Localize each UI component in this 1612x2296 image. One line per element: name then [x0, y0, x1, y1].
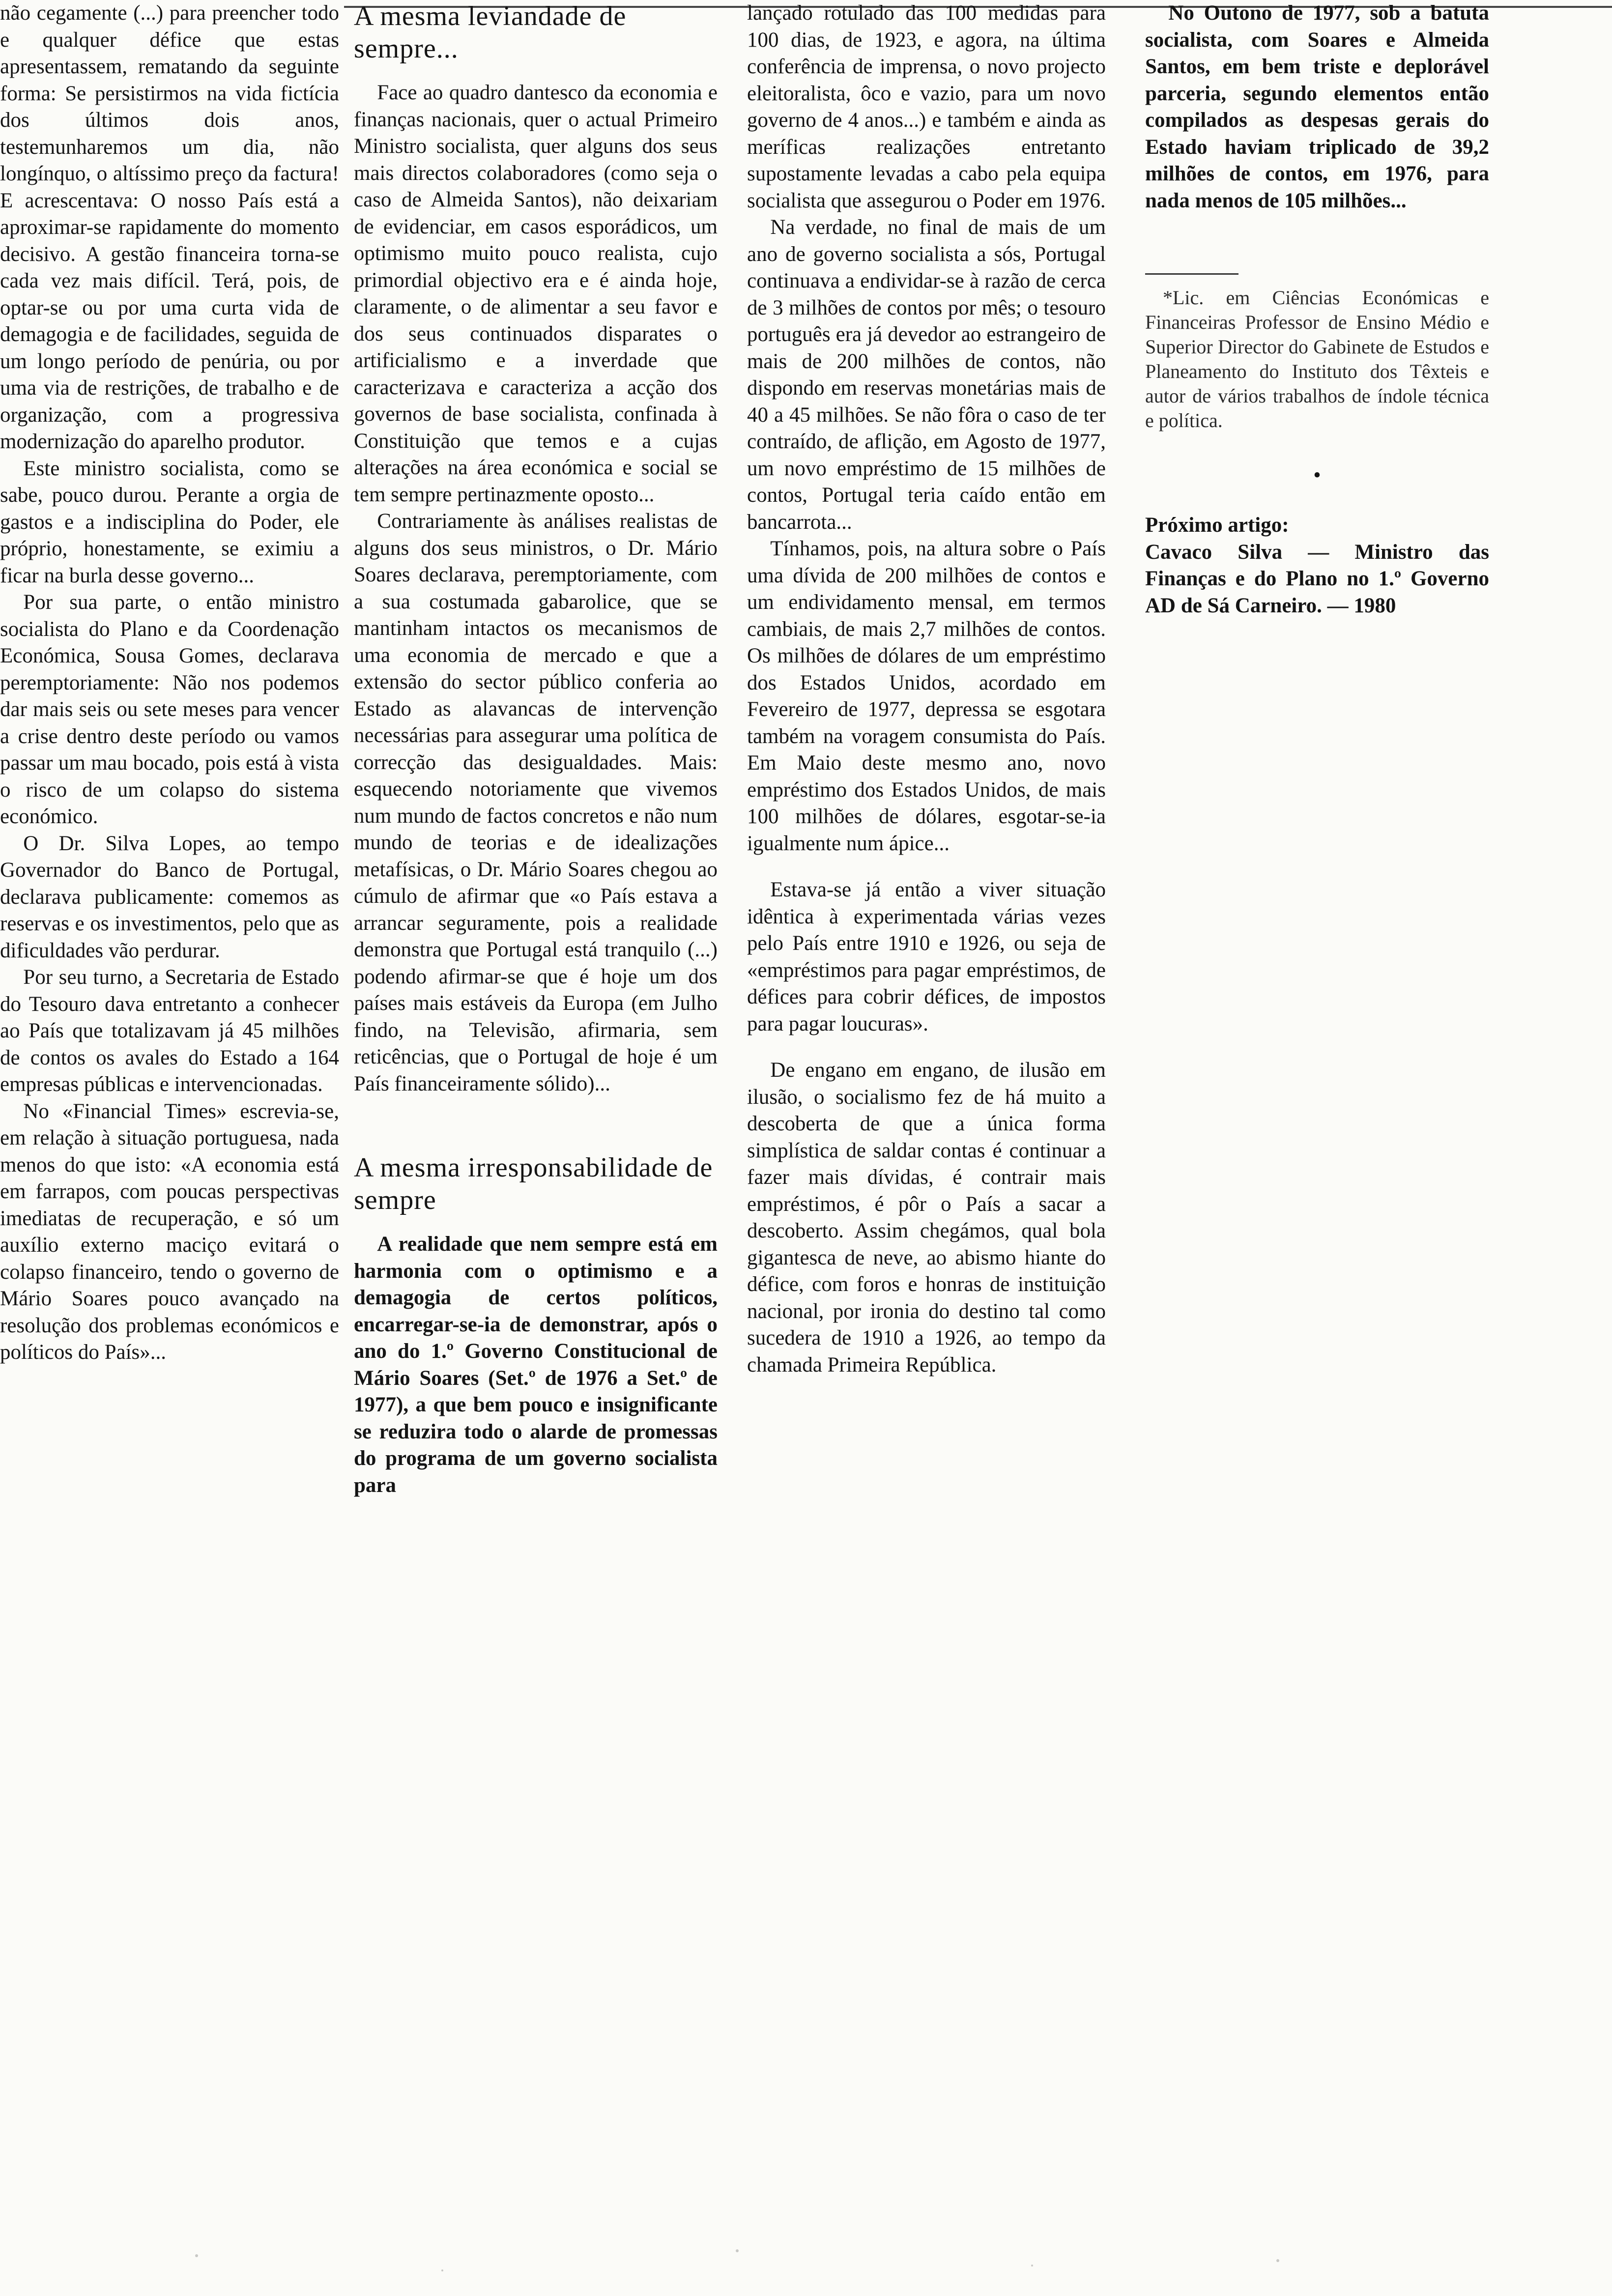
author-note	[1145, 273, 1489, 433]
author-note-text: *Lic. em Ciências Económicas e Financeiras Professor de Ensino Médio e Superior Director do Gabinete de Estudos e Planeamento do Instituto dos Têxteis e autor de vários trabalhos de índole técnica e política.	[1145, 287, 1489, 431]
paragraph: não cegamente (...) para preencher todo e qualquer défice que estas apresentassem, rematando da seguinte forma: Se persistirmos na vida fictícia dos últimos dois anos, testemunharemos um dia, não longínquo, o altíssimo preço da factura! E acrescentava: O nosso País está a aproximar-se rapidamente do momento decisivo. A gestão financeira torna-se cada vez mais difícil. Terá, pois, de optar-se ou por uma curta vida de demagogia e de facilidades, seguida de um longo período de penúria, ou por uma via de restrições, de trabalho e de organização, com a progressiva modernização do aparelho produtor.	[0, 1, 339, 453]
bullet-separator: •	[1313, 463, 1321, 487]
paragraph: Estava-se já então a viver situação idêntica à experimentada várias vezes pelo País entre 1910 e 1926, ou seja de «empréstimos para pagar empréstimos, de défices para cobrir défices, de impostos para pagar loucuras».	[747, 878, 1106, 1035]
column-4	[1145, 0, 1489, 619]
column-2	[354, 0, 718, 1499]
paragraph: Face ao quadro dantesco da economia e finanças nacionais, quer o actual Primeiro Ministro socialista, quer alguns dos seus mais directos colaboradores (como seja o caso de Almeida Santos), não deixariam de evidenciar, em casos esporádicos, um optimismo muito pouco realista, cujo primordial objectivo era e é ainda hoje, claramente, o de alimentar a seu favor e dos seus continuados disparates o artificialismo e a inverdade que caracterizava e caracteriza a acção dos governos de base socialista, confinada à Constituição que temos e a cujas alterações na área económica e social se tem sempre pertinazmente oposto...	[354, 81, 718, 506]
paragraph: De engano em engano, de ilusão em ilusão, o socialismo fez de há muito a descoberta de que a única forma simplística de saldar contas é continuar a fazer mais dívidas, é contrair mais empréstimos, é pôr o País a sacar a descoberto. Assim chegámos, qual bola gigantesca de neve, ao abismo hiante do défice, com foros e honras de instituição nacional, por ironia do destino tal como sucedera de 1910 a 1926, ao tempo da chamada Primeira República.	[747, 1059, 1106, 1377]
paragraph: Tínhamos, pois, na altura sobre o País uma dívida de 200 milhões de contos e um endividamento mensal, em termos cambiais, de mais 2,7 milhões de contos. Os milhões de dólares de um empréstimo dos Estados Unidos, acordado em Fevereiro de 1977, depressa se esgotara também na voragem consumista do País. Em Maio deste mesmo ano, novo empréstimo dos Estados Unidos, de mais 100 milhões de dólares, esgotar-se-ia igualmente num ápice...	[747, 537, 1106, 855]
paragraph: No Outono de 1977, sob a batuta socialista, com Soares e Almeida Santos, em bem triste e deplorável parceria, segundo elementos então compilados as despesas gerais do Estado haviam triplicado de 39,2 milhões de contos, em 1976, para nada menos de 105 milhões...	[1145, 1, 1489, 212]
paragraph: Contrariamente às análises realistas de alguns dos seus ministros, o Dr. Mário Soares declarava, peremptoriamente, com a sua costumada gabarolice, que se mantinham intactos os mecanismos de uma economia de mercado e que a extensão do sector público conferia ao Estado as alavancas de intervenção necessárias para assegurar uma política de correcção das desigualdades. Mais: esquecendo notoriamente que vivemos num mundo de factos concretos e não num mundo de teorias e de idealizações metafísicas, o Dr. Mário Soares chegou ao cúmulo de afirmar que «o País estava a arrancar seguramente, pois a realidade demonstra que Portugal está tranquilo (...) podendo afirmar-se que é hoje um dos países mais estáveis da Europa (em Julho findo, na Televisão, afirmaria, sem reticências, que o Portugal de hoje é um País financeiramente sólido)...	[354, 510, 718, 1095]
column-1	[0, 0, 339, 1366]
paragraph: Por seu turno, a Secretaria de Estado do Tesouro dava entretanto a conhecer ao País que totalizavam já 45 milhões de contos os avales do Estado a 164 empresas públicas e intervencionadas.	[0, 966, 339, 1096]
section-heading: A mesma irresponsabilidade de sempre	[354, 1152, 713, 1215]
paragraph: A realidade que nem sempre está em harmonia com o optimismo e a demagogia de certos políticos, encarregar-se-ia de demonstrar, após o ano do 1.º Governo Constitucional de Mário Soares (Set.º de 1976 a Set.º de 1977), a que bem pouco e insignificante se reduzira todo o alarde de promessas do programa de um governo socialista para	[354, 1233, 718, 1497]
print-noise	[0, 2236, 1612, 2290]
paragraph: lançado rotulado das 100 medidas para 100 dias, de 1923, e agora, na última conferência de imprensa, o novo projecto eleitoralista, ôco e vazio, para um novo governo de 4 anos...) e também e ainda as meríficas realizações entretanto supostamente levadas a cabo pela equipa socialista que assegurou o Poder em 1976.	[747, 1, 1106, 212]
next-article-label: Próximo artigo:	[1145, 514, 1289, 537]
paragraph: Na verdade, no final de mais de um ano de governo socialista a sós, Portugal continuava a endividar-se à razão de cerca de 3 milhões de contos por mês; o tesouro português era já devedor ao estrangeiro de mais de 200 milhões de contos, não dispondo em reservas monetárias mais de 40 a 45 milhões. Se não fôra o caso de ter contraído, de aflição, em Agosto de 1977, um novo empréstimo de 15 milhões de contos, Portugal teria caído então em bancarrota...	[747, 216, 1106, 534]
column-3	[747, 0, 1106, 1378]
next-article-text: Cavaco Silva — Ministro das Finanças e do Plano no 1.º Governo AD de Sá Carneiro. — 1980	[1145, 540, 1489, 617]
paragraph: Por sua parte, o então ministro socialista do Plano e da Coordenação Económica, Sousa Gomes, declarava peremptoriamente: Não nos podemos dar mais seis ou sete meses para vencer a crise dentro deste período ou vamos passar um mau bocado, pois está à vista o risco de um colapso do sistema económico.	[0, 591, 339, 828]
paragraph: No «Financial Times» escrevia-se, em relação à situação portuguesa, nada menos do que isto: «A economia está em farrapos, com poucas perspectivas imediatas de recuperação, e só um auxílio externo maciço evitará o colapso financeiro, tendo o governo de Mário Soares pouco avançado na resolução dos problemas económicos e políticos do País»...	[0, 1099, 339, 1364]
paragraph: Este ministro socialista, como se sabe, pouco durou. Perante a orgia de gastos e a indisciplina do Poder, ele próprio, honestamente, se eximiu a ficar na burla desse governo...	[0, 457, 339, 587]
divider	[1145, 273, 1238, 275]
paragraph: O Dr. Silva Lopes, ao tempo Governador do Banco de Portugal, declarava publicamente: comemos as reservas e os investimentos, pelo que as dificuldades vão perdurar.	[0, 832, 339, 962]
next-article	[1145, 512, 1489, 619]
section-heading: A mesma leviandade de sempre...	[354, 1, 627, 64]
